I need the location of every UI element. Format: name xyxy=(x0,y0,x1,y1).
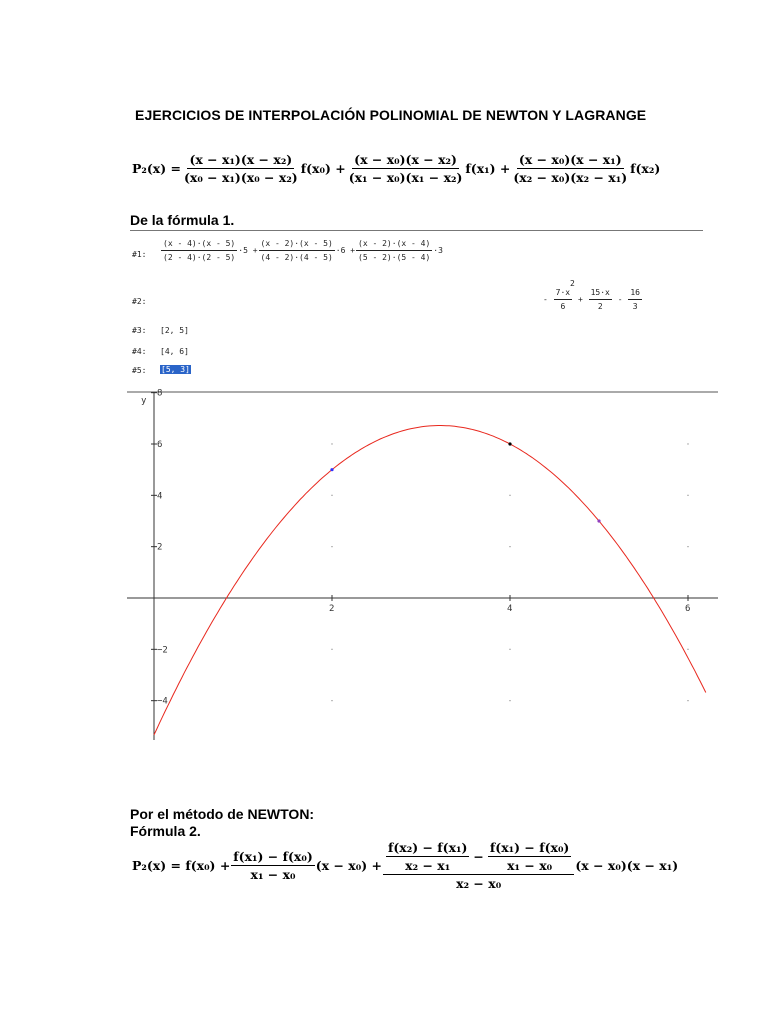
expression-1[interactable]: $\frac{(x - 4)\cdot(x - 5)}{(2 - 4)\cdot(2 - 5)}$ ·5 + $\frac{(x - 2)\cdot(x - 5)}{(4 - 2)\cdot(4 - 5)}$ ·6 + $\frac{(x - 2)\cdot(x - 4)}{(5 - 2)\cdot(5 - 4)}$ ·3 xyxy=(163,239,443,262)
lagrange-formula: P₂(x) = $\frac{\text{(x − x₁)(x − x₂)}}{\text{(x₀ − x₁)(x₀ − x₂)}}$ f(x₀) + $\frac{\text{(x − x₀)(x − x₂)}}{\text{(x₁ − x₀)(x₁ − x₂)}}$ f(x₁) + $\frac{\text{(x − x₀)(x − x₁)}}{\text{(x₂ − x₀)(x₂ − x₁)}}$ f(x₂) xyxy=(132,152,661,185)
y-axis-label: y xyxy=(141,396,147,406)
expression-4[interactable]: [4, 6] xyxy=(160,347,189,356)
tick-labels xyxy=(151,389,690,707)
expression-2-exponent: 2 xyxy=(570,279,575,288)
section-heading-newton: Por el método de NEWTON: xyxy=(130,806,315,822)
y-tick-label: −4 xyxy=(157,696,168,707)
data-points xyxy=(330,442,600,522)
data-point xyxy=(330,468,333,471)
y-tick-label: −2 xyxy=(157,645,168,656)
grid-dot xyxy=(687,546,688,547)
y-tick-label: 2 xyxy=(157,542,163,553)
separator-line xyxy=(130,230,703,231)
grid-dot xyxy=(687,443,688,444)
expression-label-4[interactable]: #4: xyxy=(132,347,147,356)
expression-5-selected[interactable]: [5, 3] xyxy=(161,365,190,374)
data-point xyxy=(597,519,600,522)
x-tick-label: 6 xyxy=(685,604,691,614)
grid-dot xyxy=(331,649,332,650)
axes xyxy=(127,392,718,740)
grid-dot xyxy=(687,649,688,650)
lagrange-term-2: $\frac{\text{(x − x₀)(x − x₂)}}{\text{(x₁ − x₀)(x₁ − x₂)}}$ xyxy=(348,152,463,185)
grid-dots xyxy=(331,443,691,701)
lagrange-term-3: $\frac{\text{(x − x₀)(x − x₁)}}{\text{(x₂ − x₀)(x₂ − x₁)}}$ xyxy=(513,152,628,185)
grid-dot xyxy=(509,546,510,547)
y-tick-label: 8 xyxy=(157,388,163,399)
expression-label-5[interactable]: #5: xyxy=(132,366,147,375)
parabola-plot[interactable] xyxy=(127,388,718,740)
grid-dot xyxy=(509,700,510,701)
lagrange-lhs: P₂(x) = xyxy=(132,161,181,176)
grid-dot xyxy=(331,495,332,496)
interpolation-curve xyxy=(154,426,706,735)
y-tick-label: 6 xyxy=(157,440,163,450)
newton-first-divided-difference: $\frac{\text{f(x₁) − f(x₀)}}{\text{x₁ − x₀}}$ xyxy=(233,849,313,882)
grid-dot xyxy=(687,495,688,496)
section-heading-formula-1: De la fórmula 1. xyxy=(130,212,235,228)
page-title: EJERCICIOS DE INTERPOLACIÓN POLINOMIAL DE NEWTON Y LAGRANGE xyxy=(135,107,647,123)
grid-dot xyxy=(687,700,688,701)
expression-3[interactable]: [2, 5] xyxy=(160,326,189,335)
expression-label-1[interactable]: #1: xyxy=(132,250,147,259)
x-tick-label: 2 xyxy=(329,604,335,614)
x-tick-label: 4 xyxy=(507,604,513,614)
y-tick-label: 4 xyxy=(157,491,163,502)
lagrange-term-1: $\frac{\text{(x − x₁)(x − x₂)}}{\text{(x₀ − x₁)(x₀ − x₂)}}$ xyxy=(183,152,298,185)
expression-2[interactable]: - $\frac{7\cdot x}{6}$ + $\frac{15\cdot x}{2}$ - $\frac{16}{3}$ xyxy=(543,288,640,311)
expression-label-3[interactable]: #3: xyxy=(132,326,147,335)
data-point xyxy=(508,442,511,445)
grid-dot xyxy=(331,700,332,701)
grid-dot xyxy=(331,546,332,547)
newton-formula: P₂(x) = f(x₀) + $\frac{\text{f(x₁) − f(x₀)}}{\text{x₁ − x₀}}$ (x − x₀) + $\frac{\text{f(x₂) − f(x₁)}}{\text{x₂ − x₁}}$ − $\frac{\text{f(x₁) − f(x₀)}}{\text{x₁ − x₀}}$ x₂ − x₀ (x − x₀)(x − x₁) xyxy=(132,840,679,891)
grid-dot xyxy=(509,649,510,650)
expression-label-2[interactable]: #2: xyxy=(132,297,147,306)
grid-dot xyxy=(331,443,332,444)
grid-dot xyxy=(509,495,510,496)
newton-second-divided-difference: $\frac{\text{f(x₂) − f(x₁)}}{\text{x₂ − x₁}}$ − $\frac{\text{f(x₁) − f(x₀)}}{\text{x₁ − x₀}}$ x₂ − x₀ xyxy=(383,840,574,891)
section-heading-formula-2: Fórmula 2. xyxy=(130,823,201,839)
